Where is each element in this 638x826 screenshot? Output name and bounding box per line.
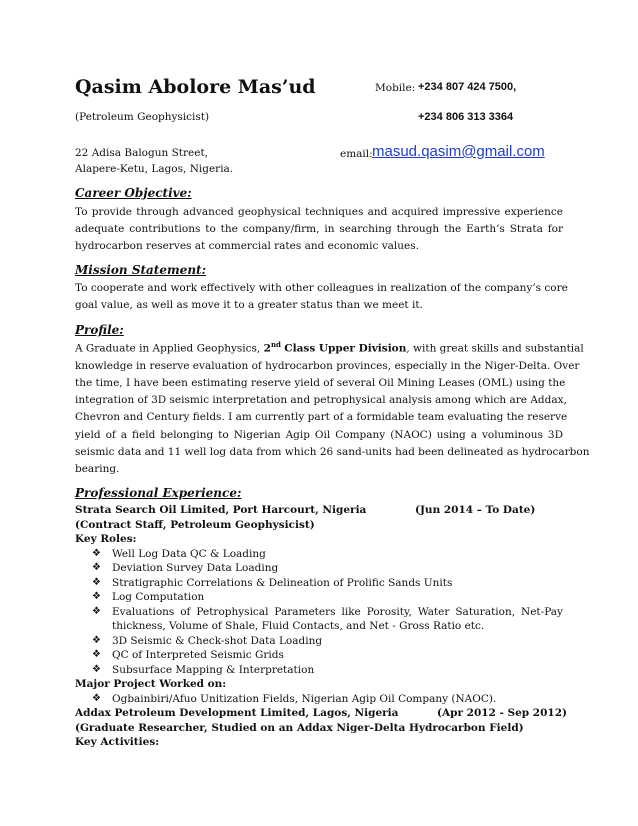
- mobile-number-1: +234 807 424 7500,: [418, 81, 517, 93]
- profile-heading: Profile:: [75, 323, 124, 337]
- job-1-role: (Contract Staff, Petroleum Geophysicist): [75, 518, 315, 531]
- diamond-bullet-icon: ❖: [92, 663, 101, 675]
- list-item: [75, 605, 563, 634]
- job-1-header: [75, 503, 575, 518]
- diamond-bullet-icon: ❖: [92, 634, 101, 646]
- degree-class: Class Upper Division: [284, 342, 407, 355]
- professional-experience-heading: Professional Experience:: [75, 486, 242, 500]
- key-activities-label: Key Activities:: [75, 736, 160, 748]
- text-line: To cooperate and work effectively with other colleagues in realization of the company’s core: [75, 282, 568, 294]
- list-item-text: QC of Interpreted Seismic Grids: [112, 649, 284, 661]
- job-title: (Petroleum Geophysicist): [75, 111, 210, 123]
- ordinal-suffix: nd: [270, 340, 281, 349]
- list-item: [75, 648, 575, 663]
- list-item-text: Stratigraphic Correlations & Delineation of Prolific Sands Units: [112, 576, 453, 589]
- job-2-role: (Graduate Researcher, Studied on an Addax Niger-Delta Hydrocarbon Field): [75, 721, 524, 734]
- address-line-2: Alapere-Ketu, Lagos, Nigeria.: [75, 163, 234, 175]
- list-item: [75, 547, 575, 562]
- diamond-bullet-icon: ❖: [92, 547, 101, 559]
- experience-section: [75, 503, 575, 750]
- list-item: [75, 561, 575, 576]
- career-objective-heading: Career Objective:: [75, 186, 192, 200]
- diamond-bullet-icon: ❖: [92, 605, 101, 617]
- list-item-text: 3D Seismic & Check-shot Data Loading: [112, 634, 323, 647]
- text-line: To provide through advanced geophysical techniques and acquired impressive experience: [75, 206, 563, 218]
- list-item-text: Subsurface Mapping & Interpretation: [112, 663, 315, 676]
- text-line: the time, I have been estimating reserve yield of several Oil Mining Leases (OML) using the: [75, 376, 566, 389]
- list-item-text: Evaluations of Petrophysical Parameters like Porosity, Water Saturation, Net-Pay: [112, 605, 563, 618]
- career-objective-text: [75, 204, 563, 256]
- major-project-list: [75, 692, 575, 707]
- mobile-number-2: +234 806 313 3364: [418, 111, 514, 123]
- list-item: [75, 692, 575, 707]
- address-line-1: 22 Adisa Balogun Street,: [75, 147, 209, 159]
- list-item-text-cont: thickness, Volume of Shale, Fluid Contacts, and Net - Gross Ratio etc.: [112, 620, 485, 632]
- text-line: knowledge in reserve evaluation of hydrocarbon provinces, especially in the Niger-Delta. Over: [75, 359, 580, 372]
- mobile-label: Mobile:: [375, 82, 416, 94]
- diamond-bullet-icon: ❖: [92, 591, 101, 602]
- text-line: yield of a field belonging to Nigerian Agip Oil Company (NAOC) using a voluminous 3D: [75, 428, 563, 441]
- diamond-bullet-icon: ❖: [92, 562, 101, 573]
- key-roles-label: Key Roles:: [75, 533, 137, 545]
- text-line: integration of 3D seismic interpretation and petrophysical analysis among which are Addax,: [75, 394, 567, 407]
- class-number: 2: [263, 342, 271, 355]
- list-item: [75, 576, 575, 591]
- diamond-bullet-icon: ❖: [92, 576, 101, 588]
- mission-statement-heading: Mission Statement:: [75, 263, 207, 277]
- job-1-dates: (Jun 2014 – To Date): [415, 504, 536, 516]
- text-line: seismic data and 11 well log data from which 26 sand-units had been delineated as hydrocarbon: [75, 445, 590, 458]
- list-item-text: Well Log Data QC & Loading: [112, 547, 266, 560]
- text-line: bearing.: [75, 462, 120, 475]
- list-item-text: Log Computation: [112, 591, 205, 603]
- key-roles-list: [75, 547, 575, 678]
- diamond-bullet-icon: ❖: [92, 649, 101, 660]
- list-item-text: Deviation Survey Data Loading: [112, 562, 279, 574]
- text-line: adequate contributions to the company/firm, in searching through the Earth’s Strata for: [75, 223, 563, 236]
- list-item: [75, 590, 575, 605]
- list-item-text: Ogbainbiri/Afuo Unitization Fields, Nigerian Agip Oil Company (NAOC).: [112, 692, 497, 705]
- profile-intro-end: , with great skills and substantial: [406, 342, 584, 355]
- profile-text: [75, 336, 590, 478]
- text-line: [75, 336, 584, 358]
- mission-statement-text: [75, 280, 568, 314]
- job-2-dates: (Apr 2012 - Sep 2012): [437, 707, 567, 719]
- text-line: goal value, as well as move it to a greater status than we meet it.: [75, 299, 423, 312]
- email-link[interactable]: masud.qasim@gmail.com: [372, 143, 545, 160]
- text-line: hydrocarbon reserves at commercial rates and economic values.: [75, 240, 419, 253]
- email-label: email:: [340, 148, 373, 160]
- candidate-name: Qasim Abolore Mas’ud: [75, 76, 316, 98]
- job-2-company: Addax Petroleum Development Limited, Lagos, Nigeria: [75, 707, 399, 719]
- profile-intro: A Graduate in Applied Geophysics,: [75, 342, 261, 355]
- job-2-header: [75, 706, 575, 721]
- list-item: [75, 634, 575, 649]
- list-item: [75, 663, 575, 678]
- diamond-bullet-icon: ❖: [92, 692, 101, 704]
- major-project-label: Major Project Worked on:: [75, 678, 227, 690]
- text-line: Chevron and Century fields. I am currently part of a formidable team evaluating the reserve: [75, 411, 568, 424]
- job-1-company: Strata Search Oil Limited, Port Harcourt, Nigeria: [75, 504, 367, 516]
